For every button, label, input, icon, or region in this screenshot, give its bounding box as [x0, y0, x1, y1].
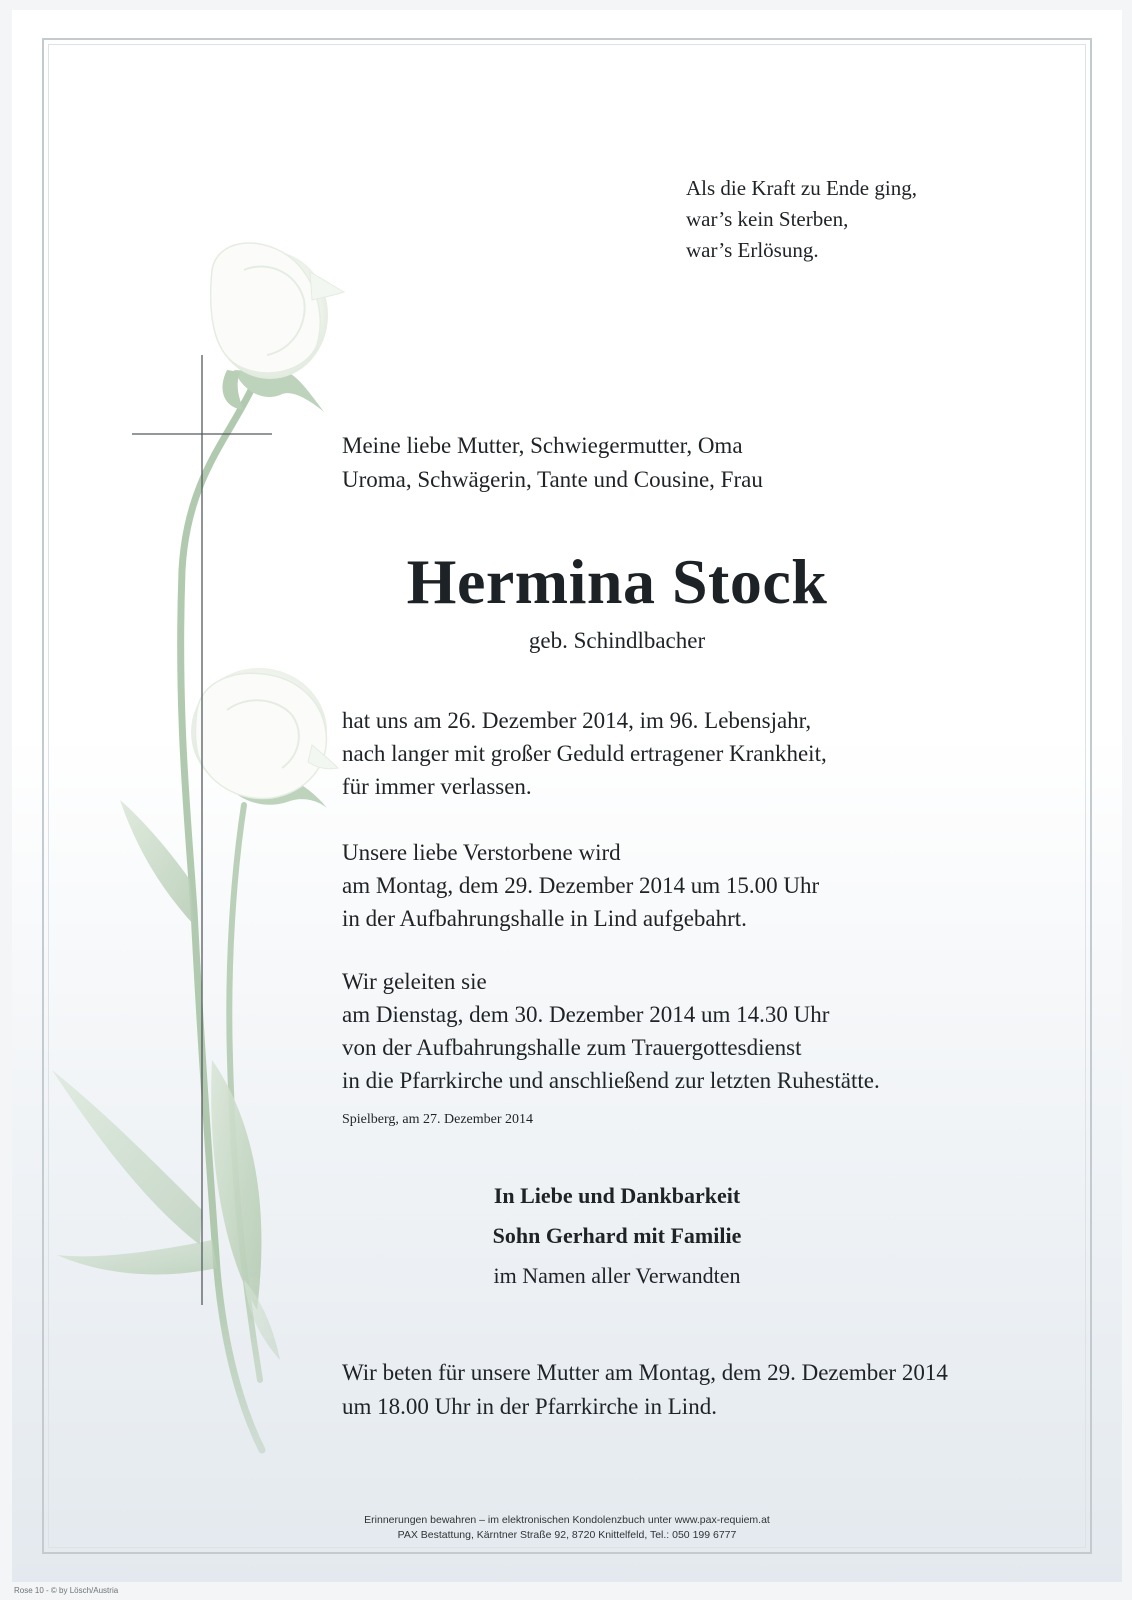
viewing-paragraph [342, 836, 819, 935]
prayer-line: Wir beten für unsere Mutter am Montag, dem 29. Dezember 2014 [342, 1360, 948, 1385]
birth-name: geb. Schindlbacher [528, 628, 706, 653]
prayer-notice [342, 1356, 948, 1424]
paragraph-line: in die Pfarrkirche und anschließend zur letzten Ruhestätte. [342, 1068, 880, 1093]
paragraph-line: am Montag, dem 29. Dezember 2014 um 15.00 Uhr [342, 873, 820, 898]
paragraph-line: von der Aufbahrungshalle zum Trauergottesdienst [342, 1035, 802, 1060]
paragraph-line: Unsere liebe Verstorbene wird [342, 840, 621, 865]
motto-verse [686, 173, 917, 266]
obituary-card [12, 10, 1122, 1582]
footer-address: PAX Bestattung, Kärntner Straße 92, 8720 Knittelfeld, Tel.: 050 199 6777 [397, 1529, 737, 1541]
place-date: Spielberg, am 27. Dezember 2014 [342, 1112, 534, 1127]
motto-line: war’s Erlösung. [686, 238, 819, 262]
deceased-name: Hermina Stock [406, 546, 828, 617]
signature-line: Sohn Gerhard mit Familie [492, 1223, 742, 1248]
image-credit: Rose 10 - © by Lösch/Austria [14, 1586, 119, 1595]
paragraph-line: nach langer mit großer Geduld ertragener Krankheit, [342, 741, 827, 766]
footer-condolence: Erinnerungen bewahren – im elektronischen Kondolenzbuch unter www.pax-requiem.at [364, 1514, 770, 1526]
intro-text [342, 429, 763, 497]
prayer-line: um 18.00 Uhr in der Pfarrkirche in Lind. [342, 1394, 717, 1419]
paragraph-line: am Dienstag, dem 30. Dezember 2014 um 14.30 Uhr [342, 1002, 830, 1027]
paragraph-line: in der Aufbahrungshalle in Lind aufgebahrt. [342, 906, 747, 931]
motto-line: war’s kein Sterben, [686, 207, 849, 231]
signature-line: im Namen aller Verwandten [493, 1263, 741, 1288]
intro-line: Uroma, Schwägerin, Tante und Cousine, Frau [342, 467, 763, 492]
paragraph-line: für immer verlassen. [342, 774, 532, 799]
motto-line: Als die Kraft zu Ende ging, [686, 176, 917, 200]
intro-line: Meine liebe Mutter, Schwiegermutter, Oma [342, 433, 743, 458]
signature-line: In Liebe und Dankbarkeit [493, 1183, 741, 1208]
funeral-paragraph [342, 965, 880, 1097]
death-notice-paragraph [342, 704, 827, 803]
paragraph-line: Wir geleiten sie [342, 969, 487, 994]
paragraph-line: hat uns am 26. Dezember 2014, im 96. Lebensjahr, [342, 708, 812, 733]
